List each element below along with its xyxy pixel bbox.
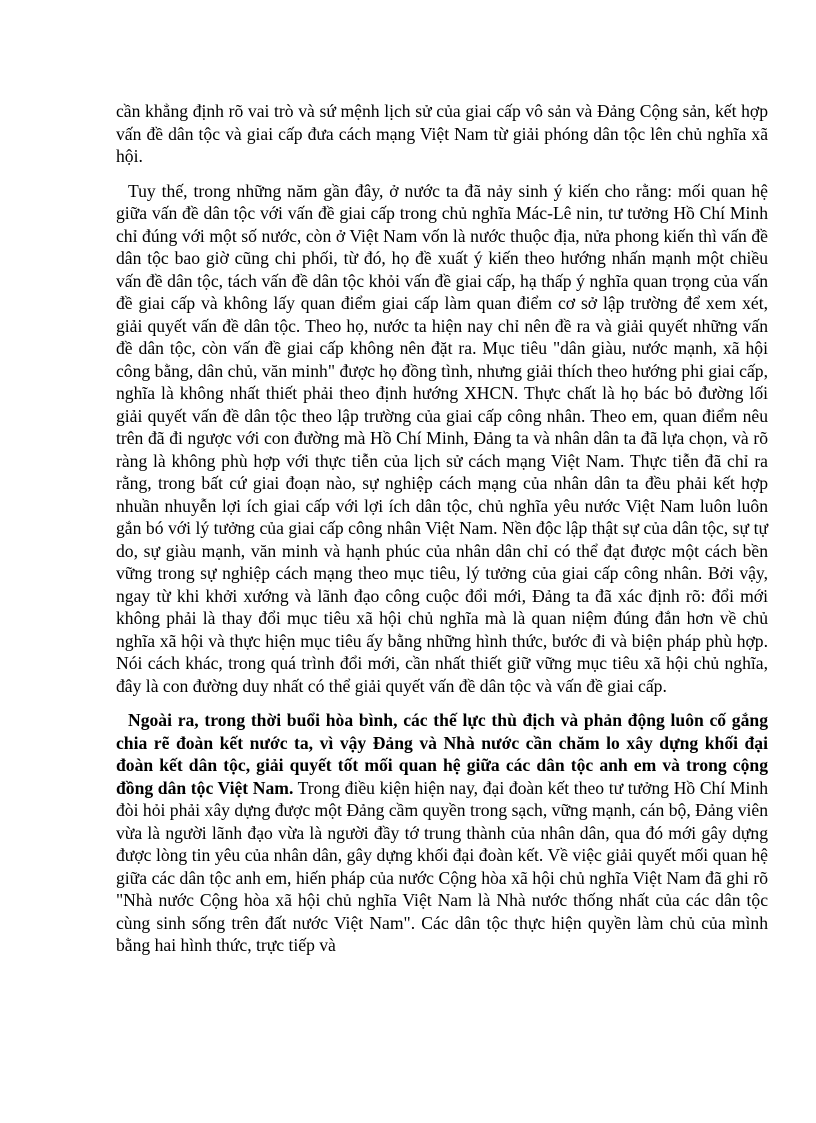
paragraph-text: Trong điều kiện hiện nay, đại đoàn kết theo tư tưởng Hồ Chí Minh đòi hỏi phải xây dựng được một Đảng cầm quyền trong sạch, vững mạnh, cán bộ, Đảng viên vừa là người lãnh đạo vừa là người đầy tớ trung thành của nhân dân, qua đó mới gây dựng được lòng tin yêu của nhân dân, gây dựng khối đại đoàn kết. Về việc giải quyết mối quan hệ giữa các dân tộc anh em, hiến pháp của nước Cộng hòa xã hội chủ nghĩa Việt Nam đã ghi rõ "Nhà nước Cộng hòa xã hội chủ nghĩa Việt Nam là Nhà nước thống nhất của các dân tộc cùng sinh sống trên đất nước Việt Nam". Các dân tộc thực hiện quyền làm chủ của mình bằng hai hình thức, trực tiếp và xyxy=(116,777,768,955)
document-body xyxy=(116,100,768,969)
paragraph-bold-lead: Ngoài ra, trong thời buổi hòa bình, các thế lực thù địch và phản động luôn cố gắng chia rẽ đoàn kết nước ta, vì vậy Đảng và Nhà nước cần chăm lo xây dựng khối đại đoàn kết dân tộc, giải quyết tốt mối quan hệ giữa các dân tộc anh em và trong cộng đồng dân tộc Việt Nam. xyxy=(116,710,768,798)
paragraph-text: Tuy thế, trong những năm gần đây, ở nước ta đã nảy sinh ý kiến cho rằng: mối quan hệ giữa vấn đề dân tộc với vấn đề giai cấp trong chủ nghĩa Mác-Lê nin, tư tưởng Hồ Chí Minh chỉ đúng với một số nước, còn ở Việt Nam vốn là nước thuộc địa, nửa phong kiến thì vấn đề dân tộc bao giờ cũng chi phối, từ đó, họ đề xuất ý kiến theo hướng nhấn mạnh một chiều vấn đề dân tộc, tách vấn đề dân tộc khỏi vấn đề giai cấp, hạ thấp ý nghĩa quan trọng của vấn đề giai cấp và không lấy quan điểm giai cấp làm quan điểm cơ sở lập trường để xem xét, giải quyết vấn đề dân tộc. Theo họ, nước ta hiện nay chỉ nên đề ra và giải quyết những vấn đề dân tộc, còn vấn đề giai cấp không nên đặt ra. Mục tiêu "dân giàu, nước mạnh, xã hội công bằng, dân chủ, văn minh" được họ đồng tình, nhưng giải thích theo hướng phi giai cấp, nghĩa là không nhất thiết phải theo định hướng XHCN. Thực chất là họ bác bỏ đường lối giải quyết vấn đề dân tộc theo lập trường của giai cấp công nhân. Theo em, quan điểm nêu trên đã đi ngược với con đường mà Hồ Chí Minh, Đảng ta và nhân dân ta đã lựa chọn, và rõ ràng là không phù hợp với thực tiễn của lịch sử cách mạng Việt Nam. Thực tiễn đã chỉ ra rằng, trong bất cứ giai đoạn nào, sự nghiệp cách mạng của nhân dân ta đều phải kết hợp nhuần nhuyễn lợi ích giai cấp với lợi ích dân tộc, chủ nghĩa yêu nước Việt Nam luôn luôn gắn bó với lý tưởng của giai cấp công nhân Việt Nam. Nền độc lập thật sự của dân tộc, sự tự do, sự giàu mạnh, văn minh và hạnh phúc của nhân dân chỉ có thể đạt được một cách bền vững trong sự nghiệp cách mạng theo mục tiêu, lý tưởng của giai cấp công nhân. Bởi vậy, ngay từ khi khởi xướng và lãnh đạo công cuộc đổi mới, Đảng ta đã xác định rõ: đổi mới không phải là thay đổi mục tiêu xã hội chủ nghĩa mà là quan niệm đúng đắn hơn về chủ nghĩa xã hội và thực hiện mục tiêu ấy bằng những hình thức, bước đi và biện pháp phù hợp. Nói cách khác, trong quá trình đổi mới, cần nhất thiết giữ vững mục tiêu xã hội chủ nghĩa, đây là con đường duy nhất có thể giải quyết vấn đề dân tộc và vấn đề giai cấp. xyxy=(116,180,768,696)
paragraph-opposing-view xyxy=(116,180,768,698)
paragraph-text: cần khẳng định rõ vai trò và sứ mệnh lịch sử của giai cấp vô sản và Đảng Cộng sản, kết hợp vấn đề dân tộc và giai cấp đưa cách mạng Việt Nam từ giải phóng dân tộc lên chủ nghĩa xã hội. xyxy=(116,101,768,166)
paragraph-national-unity xyxy=(116,709,768,957)
paragraph-continuation xyxy=(116,100,768,168)
